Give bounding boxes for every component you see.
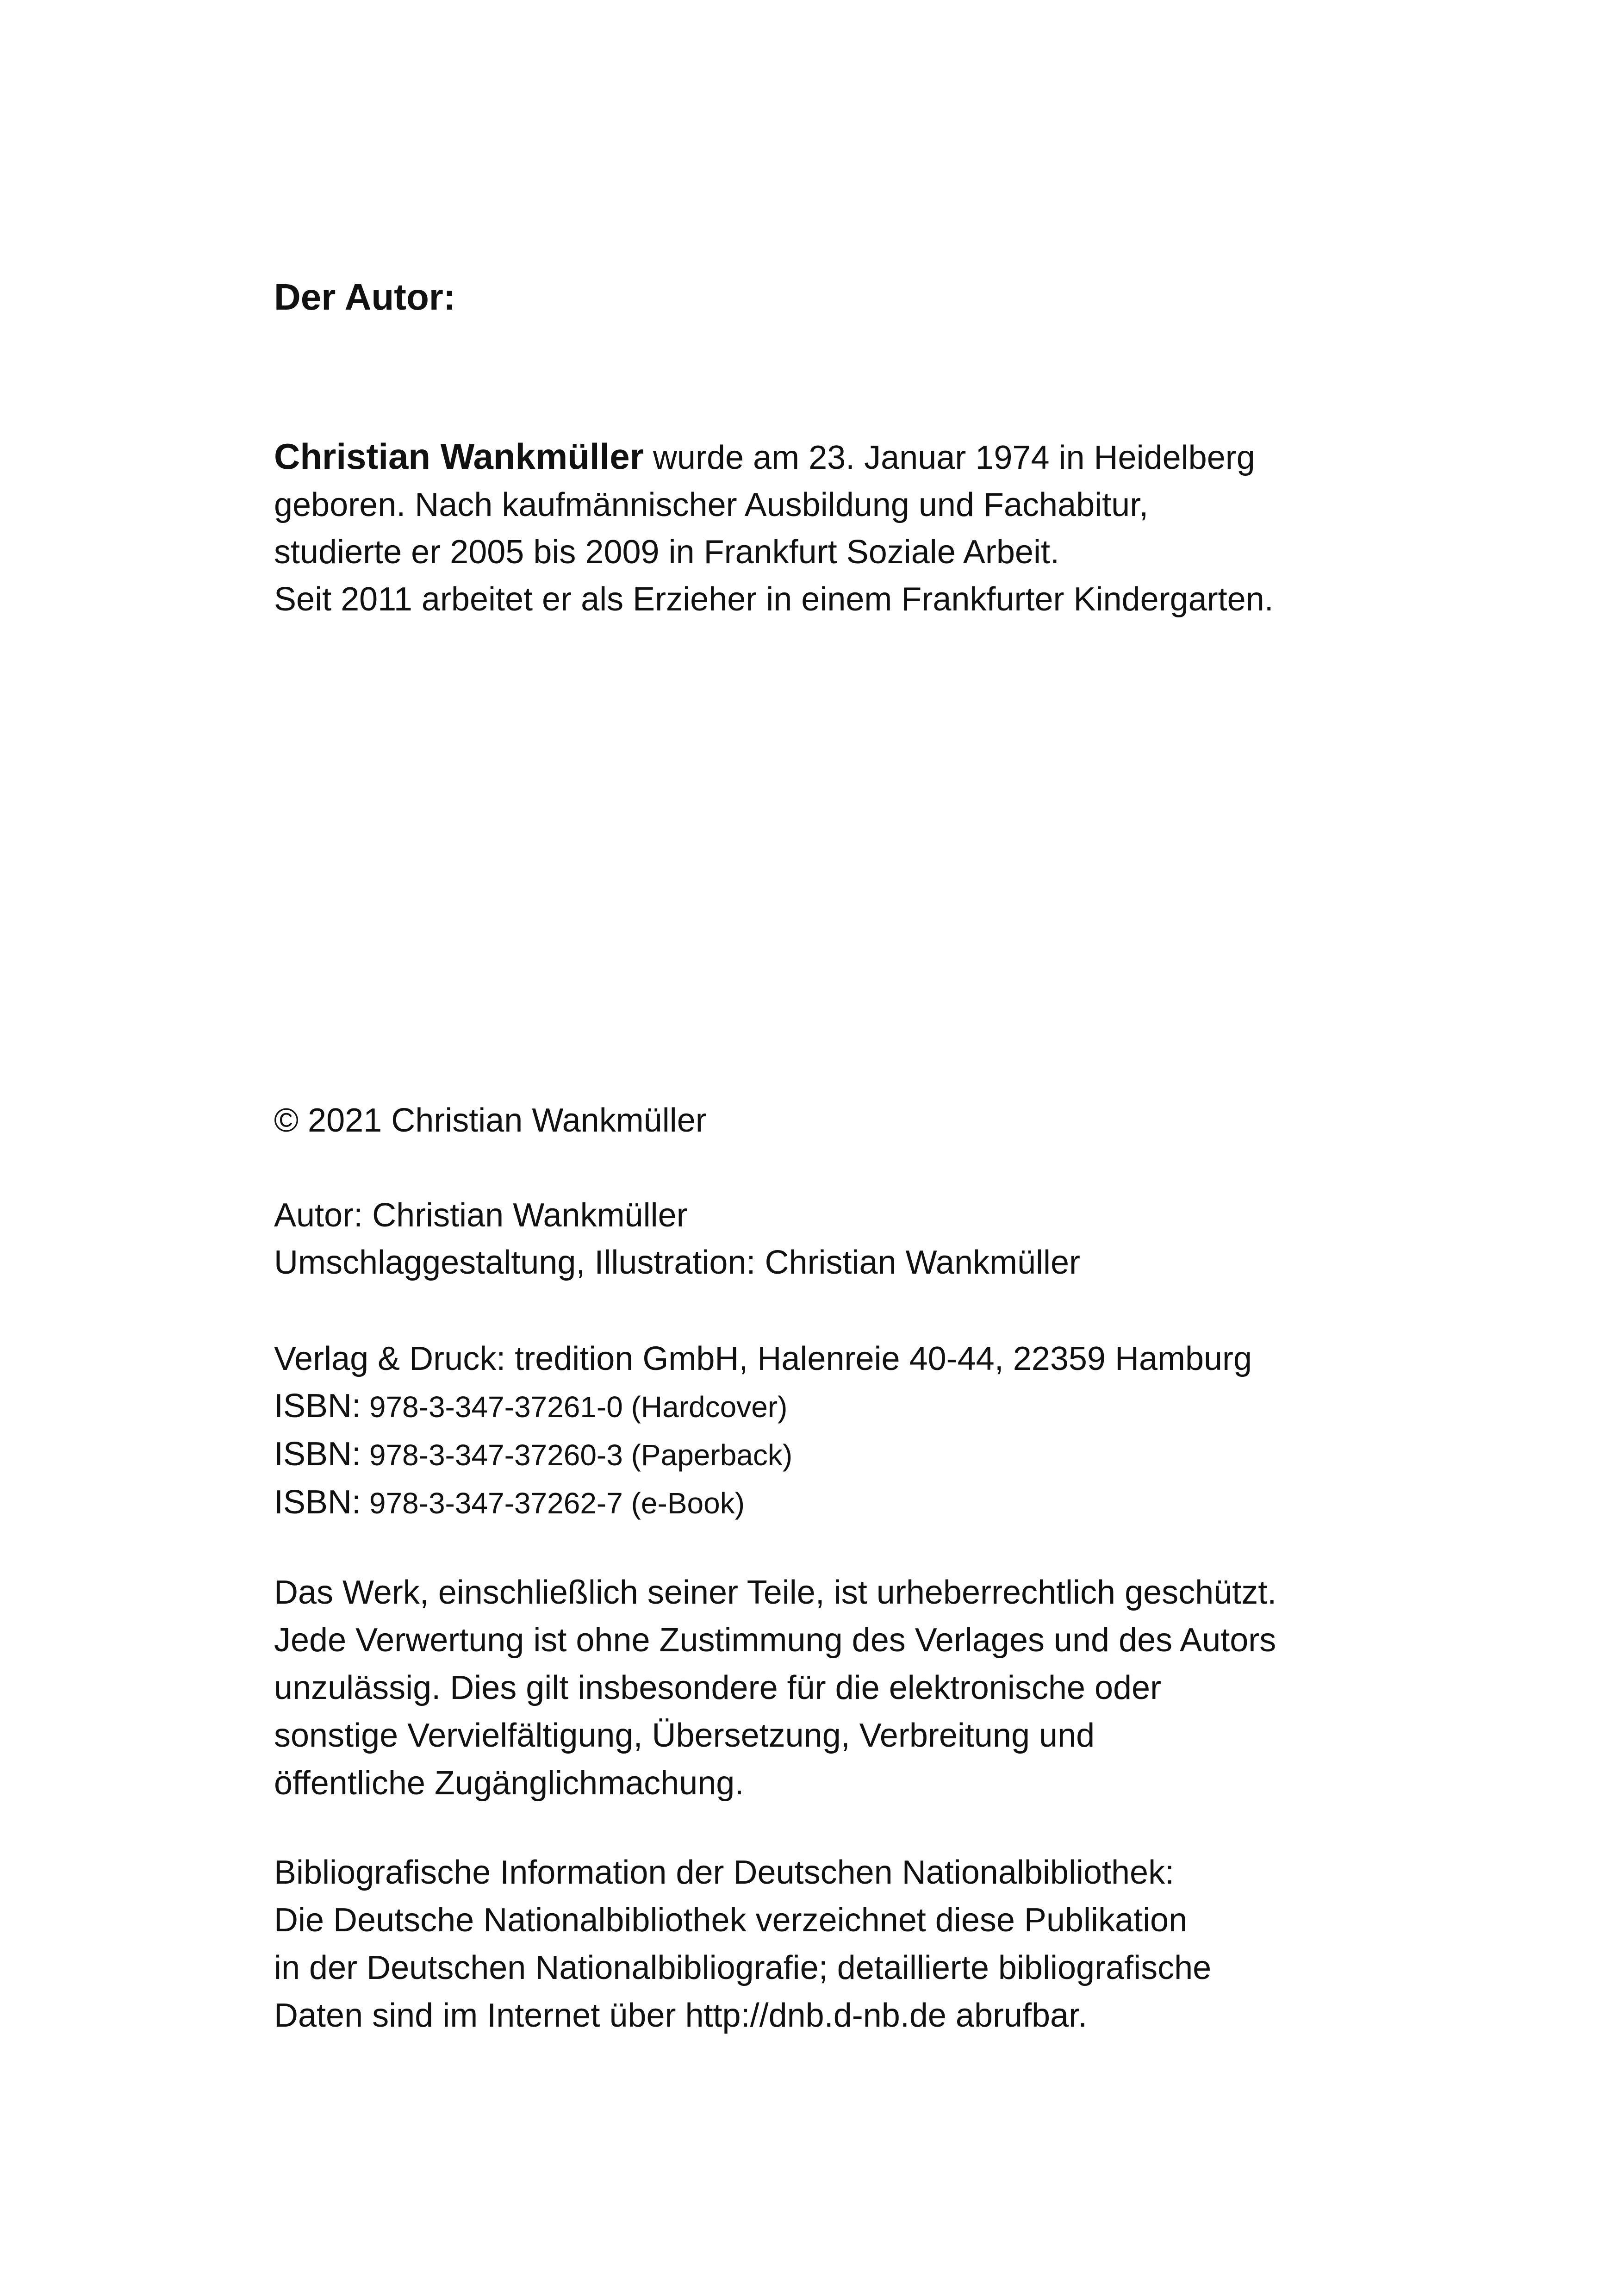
bio-line-2: geboren. Nach kaufmännischer Ausbildung und Fachabitur, (274, 486, 1149, 523)
rights-line: Jede Verwertung ist ohne Zustimmung des Verlages und des Autors (274, 1622, 1276, 1659)
rights-notice (274, 1569, 1431, 1807)
author-bio (274, 433, 1431, 623)
rights-line: öffentliche Zugänglichmachung. (274, 1765, 744, 1802)
rights-line: unzulässig. Dies gilt insbesondere für die elektronische oder (274, 1669, 1162, 1706)
isbn-value: 978-3-347-37261-0 (Hardcover) (361, 1390, 788, 1424)
cover-credit: Umschlaggestaltung, Illustration: Christian Wankmüller (274, 1244, 1081, 1281)
isbn-value: 978-3-347-37260-3 (Paperback) (361, 1438, 793, 1472)
author-heading: Der Autor: (274, 276, 456, 317)
bio-line-4: Seit 2011 arbeitet er als Erzieher in einem Frankfurter Kindergarten. (274, 581, 1274, 618)
author-name: Christian Wankmüller (274, 436, 644, 477)
copyright-notice: © 2021 Christian Wankmüller (274, 1102, 707, 1139)
dnb-line: Daten sind im Internet über http://dnb.d-nb.de abrufbar. (274, 1997, 1088, 2034)
dnb-line: in der Deutschen Nationalbibliografie; detaillierte bibliografische (274, 1949, 1212, 1986)
publisher-line: Verlag & Druck: tredition GmbH, Halenreie 40-44, 22359 Hamburg (274, 1340, 1252, 1377)
isbn-label: ISBN: (274, 1436, 361, 1473)
bio-line-1-text: wurde am 23. Januar 1974 in Heidelberg (643, 439, 1255, 476)
rights-line: sonstige Vervielfältigung, Übersetzung, Verbreitung und (274, 1717, 1095, 1754)
isbn-hardcover (274, 1382, 1431, 1431)
isbn-label: ISBN: (274, 1484, 361, 1521)
publisher-info (274, 1335, 1431, 1527)
dnb-line: Die Deutsche Nationalbibliothek verzeichnet diese Publikation (274, 1902, 1188, 1939)
author-credit: Autor: Christian Wankmüller (274, 1197, 688, 1234)
isbn-paperback (274, 1431, 1431, 1479)
bio-line-3: studierte er 2005 bis 2009 in Frankfurt Soziale Arbeit. (274, 534, 1059, 571)
dnb-line: Bibliografische Information der Deutschen Nationalbibliothek: (274, 1854, 1175, 1891)
isbn-label: ISBN: (274, 1388, 361, 1425)
isbn-value: 978-3-347-37262-7 (e-Book) (361, 1487, 745, 1520)
bio-line-1 (274, 433, 1431, 481)
dnb-notice (274, 1849, 1431, 2040)
credits (274, 1192, 1431, 1286)
rights-line: Das Werk, einschließlich seiner Teile, ist urheberrechtlich geschützt. (274, 1574, 1277, 1611)
isbn-ebook (274, 1479, 1431, 1527)
